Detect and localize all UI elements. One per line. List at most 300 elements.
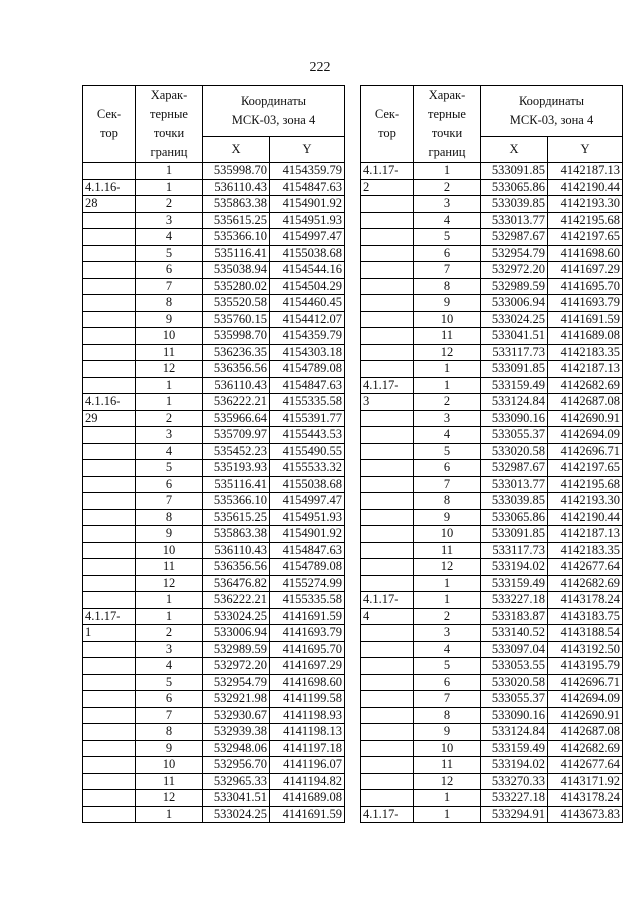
sector-cell [83, 262, 136, 279]
sector-cell [83, 229, 136, 246]
sector-cell [83, 806, 136, 823]
point-cell: 11 [414, 328, 481, 345]
point-cell: 8 [136, 509, 203, 526]
point-cell: 1 [136, 163, 203, 180]
y-coordinate-cell: 4141194.82 [270, 773, 345, 790]
table-row [83, 212, 345, 229]
sector-cell [83, 377, 136, 394]
y-coordinate-cell: 4141698.60 [548, 245, 623, 262]
x-coordinate-cell: 535280.02 [203, 278, 270, 295]
y-coordinate-cell: 4143188.54 [548, 625, 623, 642]
table-row [361, 559, 623, 576]
y-coordinate-cell: 4142193.30 [548, 196, 623, 213]
point-cell: 10 [136, 542, 203, 559]
table-row [83, 806, 345, 823]
y-coordinate-cell: 4154303.18 [270, 344, 345, 361]
x-coordinate-cell: 535366.10 [203, 229, 270, 246]
table-row [83, 526, 345, 543]
y-coordinate-cell: 4141689.08 [548, 328, 623, 345]
x-coordinate-cell: 535709.97 [203, 427, 270, 444]
sector-cell [361, 229, 414, 246]
x-coordinate-cell: 535998.70 [203, 328, 270, 345]
point-cell: 3 [136, 427, 203, 444]
y-coordinate-cell: 4155038.68 [270, 476, 345, 493]
header-coords: Координаты МСК-03, зона 4 [481, 86, 623, 137]
table-row [83, 509, 345, 526]
table-row [83, 493, 345, 510]
point-cell: 4 [414, 212, 481, 229]
point-cell: 1 [136, 179, 203, 196]
point-cell: 6 [414, 674, 481, 691]
y-coordinate-cell: 4155335.58 [270, 592, 345, 609]
x-coordinate-cell: 533294.91 [481, 806, 548, 823]
point-cell: 8 [414, 493, 481, 510]
table-row [361, 658, 623, 675]
page-number: 222 [309, 60, 331, 75]
x-coordinate-cell: 533024.25 [481, 311, 548, 328]
x-coordinate-cell: 533065.86 [481, 509, 548, 526]
y-coordinate-cell: 4142183.35 [548, 344, 623, 361]
y-coordinate-cell: 4141199.58 [270, 691, 345, 708]
sector-cell [83, 641, 136, 658]
y-coordinate-cell: 4142197.65 [548, 229, 623, 246]
y-coordinate-cell: 4142696.71 [548, 674, 623, 691]
table-row [83, 427, 345, 444]
y-coordinate-cell: 4154847.63 [270, 377, 345, 394]
x-coordinate-cell: 533039.85 [481, 493, 548, 510]
table-row [361, 542, 623, 559]
y-coordinate-cell: 4141695.70 [548, 278, 623, 295]
point-cell: 10 [414, 740, 481, 757]
y-coordinate-cell: 4141691.59 [270, 608, 345, 625]
table-row [361, 460, 623, 477]
point-cell: 1 [414, 575, 481, 592]
sector-cell [361, 262, 414, 279]
x-coordinate-cell: 536222.21 [203, 592, 270, 609]
x-coordinate-cell: 533020.58 [481, 443, 548, 460]
header-points: Харак- терные точки границ [414, 86, 481, 163]
sector-cell [83, 295, 136, 312]
header-x: X [481, 136, 548, 162]
point-cell: 1 [414, 361, 481, 378]
y-coordinate-cell: 4142677.64 [548, 559, 623, 576]
sector-cell [361, 691, 414, 708]
y-coordinate-cell: 4142197.65 [548, 460, 623, 477]
table-row [361, 790, 623, 807]
x-coordinate-cell: 532987.67 [481, 229, 548, 246]
y-coordinate-cell: 4141198.13 [270, 724, 345, 741]
table-row [361, 427, 623, 444]
x-coordinate-cell: 535452.23 [203, 443, 270, 460]
x-coordinate-cell: 533124.84 [481, 724, 548, 741]
sector-cell: 4.1.17- [83, 608, 136, 625]
sector-cell [83, 674, 136, 691]
x-coordinate-cell: 533183.87 [481, 608, 548, 625]
x-coordinate-cell: 533041.51 [481, 328, 548, 345]
table-row [361, 691, 623, 708]
y-coordinate-cell: 4142687.08 [548, 394, 623, 411]
x-coordinate-cell: 536476.82 [203, 575, 270, 592]
x-coordinate-cell: 536110.43 [203, 179, 270, 196]
y-coordinate-cell: 4142690.91 [548, 707, 623, 724]
x-coordinate-cell: 535998.70 [203, 163, 270, 180]
sector-cell [361, 344, 414, 361]
point-cell: 1 [414, 790, 481, 807]
x-coordinate-cell: 533024.25 [203, 608, 270, 625]
table-row [361, 724, 623, 741]
sector-cell [361, 460, 414, 477]
x-coordinate-cell: 533013.77 [481, 476, 548, 493]
sector-cell [361, 773, 414, 790]
point-cell: 2 [136, 625, 203, 642]
sector-cell [83, 344, 136, 361]
x-coordinate-cell: 532948.06 [203, 740, 270, 757]
y-coordinate-cell: 4142183.35 [548, 542, 623, 559]
header-sector: Сек- тор [361, 86, 414, 163]
table-row [83, 410, 345, 427]
table-row [83, 559, 345, 576]
x-coordinate-cell: 535863.38 [203, 526, 270, 543]
y-coordinate-cell: 4142687.08 [548, 724, 623, 741]
y-coordinate-cell: 4154789.08 [270, 361, 345, 378]
sector-cell [83, 278, 136, 295]
point-cell: 11 [136, 559, 203, 576]
sector-cell [83, 773, 136, 790]
point-cell: 5 [414, 229, 481, 246]
x-coordinate-cell: 532954.79 [481, 245, 548, 262]
sector-cell [83, 757, 136, 774]
sector-cell [83, 707, 136, 724]
y-coordinate-cell: 4154997.47 [270, 493, 345, 510]
x-coordinate-cell: 535193.93 [203, 460, 270, 477]
y-coordinate-cell: 4141697.29 [548, 262, 623, 279]
sector-cell [83, 658, 136, 675]
sector-cell: 4.1.16- [83, 394, 136, 411]
table-row [83, 691, 345, 708]
point-cell: 6 [136, 476, 203, 493]
point-cell: 7 [136, 493, 203, 510]
x-coordinate-cell: 533270.33 [481, 773, 548, 790]
point-cell: 8 [414, 707, 481, 724]
point-cell: 8 [136, 724, 203, 741]
table-row [361, 592, 623, 609]
x-coordinate-cell: 532989.59 [481, 278, 548, 295]
table-row [361, 757, 623, 774]
sector-cell [83, 542, 136, 559]
y-coordinate-cell: 4154847.63 [270, 542, 345, 559]
sector-cell [83, 212, 136, 229]
x-coordinate-cell: 533227.18 [481, 790, 548, 807]
sector-cell [83, 476, 136, 493]
table-row [83, 460, 345, 477]
table-row [83, 361, 345, 378]
point-cell: 7 [136, 278, 203, 295]
x-coordinate-cell: 532965.33 [203, 773, 270, 790]
header-points: Харак- терные точки границ [136, 86, 203, 163]
point-cell: 9 [136, 311, 203, 328]
sector-cell [83, 443, 136, 460]
table-row [83, 377, 345, 394]
x-coordinate-cell: 533091.85 [481, 361, 548, 378]
y-coordinate-cell: 4141698.60 [270, 674, 345, 691]
table-row [361, 526, 623, 543]
y-coordinate-cell: 4154460.45 [270, 295, 345, 312]
sector-cell: 2 [361, 179, 414, 196]
y-coordinate-cell: 4142195.68 [548, 212, 623, 229]
table-row [361, 410, 623, 427]
sector-cell [361, 443, 414, 460]
x-coordinate-cell: 533055.37 [481, 691, 548, 708]
x-coordinate-cell: 533041.51 [203, 790, 270, 807]
point-cell: 11 [136, 773, 203, 790]
sector-cell [83, 328, 136, 345]
point-cell: 12 [136, 361, 203, 378]
x-coordinate-cell: 535038.94 [203, 262, 270, 279]
table-row [83, 674, 345, 691]
table-row [361, 262, 623, 279]
x-coordinate-cell: 535520.58 [203, 295, 270, 312]
x-coordinate-cell: 535615.25 [203, 509, 270, 526]
sector-cell [361, 724, 414, 741]
header-coords: Координаты МСК-03, зона 4 [203, 86, 345, 137]
y-coordinate-cell: 4154504.29 [270, 278, 345, 295]
sector-cell [361, 674, 414, 691]
point-cell: 4 [414, 427, 481, 444]
table-row [83, 542, 345, 559]
y-coordinate-cell: 4142694.09 [548, 691, 623, 708]
header-y: Y [548, 136, 623, 162]
sector-cell: 4.1.16- [83, 179, 136, 196]
table-row [361, 245, 623, 262]
y-coordinate-cell: 4141196.07 [270, 757, 345, 774]
point-cell: 11 [136, 344, 203, 361]
table-row [83, 625, 345, 642]
table-row [83, 311, 345, 328]
sector-cell [361, 476, 414, 493]
table-row [83, 757, 345, 774]
table-row [361, 674, 623, 691]
header-y: Y [270, 136, 345, 162]
x-coordinate-cell: 535116.41 [203, 476, 270, 493]
table-row [83, 443, 345, 460]
sector-cell [83, 724, 136, 741]
point-cell: 2 [414, 608, 481, 625]
x-coordinate-cell: 533024.25 [203, 806, 270, 823]
x-coordinate-cell: 533091.85 [481, 163, 548, 180]
table-row [361, 344, 623, 361]
coordinates-table-right [360, 85, 623, 823]
y-coordinate-cell: 4141689.08 [270, 790, 345, 807]
point-cell: 2 [414, 394, 481, 411]
y-coordinate-cell: 4155335.58 [270, 394, 345, 411]
table-row [83, 790, 345, 807]
y-coordinate-cell: 4142195.68 [548, 476, 623, 493]
x-coordinate-cell: 533065.86 [481, 179, 548, 196]
point-cell: 12 [136, 790, 203, 807]
x-coordinate-cell: 533117.73 [481, 344, 548, 361]
sector-cell [361, 361, 414, 378]
sector-cell [361, 641, 414, 658]
table-row [83, 773, 345, 790]
point-cell: 5 [414, 658, 481, 675]
point-cell: 6 [414, 245, 481, 262]
y-coordinate-cell: 4154847.63 [270, 179, 345, 196]
y-coordinate-cell: 4154951.93 [270, 509, 345, 526]
y-coordinate-cell: 4142187.13 [548, 526, 623, 543]
x-coordinate-cell: 536110.43 [203, 377, 270, 394]
table-row [83, 476, 345, 493]
sector-cell [83, 575, 136, 592]
y-coordinate-cell: 4142696.71 [548, 443, 623, 460]
sector-cell: 1 [83, 625, 136, 642]
table-row [83, 179, 345, 196]
table-row [361, 476, 623, 493]
sector-cell [83, 691, 136, 708]
table-row [83, 245, 345, 262]
point-cell: 4 [136, 658, 203, 675]
x-coordinate-cell: 535966.64 [203, 410, 270, 427]
sector-cell [83, 592, 136, 609]
point-cell: 1 [136, 394, 203, 411]
header-x: X [203, 136, 270, 162]
table-row [83, 344, 345, 361]
point-cell: 4 [136, 229, 203, 246]
point-cell: 1 [136, 806, 203, 823]
point-cell: 9 [136, 526, 203, 543]
table-row [83, 707, 345, 724]
sector-cell [83, 559, 136, 576]
y-coordinate-cell: 4141198.93 [270, 707, 345, 724]
table-row [361, 328, 623, 345]
coordinates-table-left [82, 85, 345, 823]
point-cell: 10 [414, 311, 481, 328]
x-coordinate-cell: 535615.25 [203, 212, 270, 229]
point-cell: 1 [414, 163, 481, 180]
y-coordinate-cell: 4141691.59 [270, 806, 345, 823]
point-cell: 12 [136, 575, 203, 592]
sector-cell: 4.1.17- [361, 377, 414, 394]
sector-cell: 4.1.17- [361, 592, 414, 609]
table-row [361, 443, 623, 460]
sector-cell: 4.1.17- [361, 163, 414, 180]
point-cell: 6 [414, 460, 481, 477]
y-coordinate-cell: 4154901.92 [270, 526, 345, 543]
x-coordinate-cell: 533194.02 [481, 757, 548, 774]
x-coordinate-cell: 533159.49 [481, 377, 548, 394]
y-coordinate-cell: 4155443.53 [270, 427, 345, 444]
y-coordinate-cell: 4155391.77 [270, 410, 345, 427]
table-row [83, 163, 345, 180]
point-cell: 8 [414, 278, 481, 295]
x-coordinate-cell: 533140.52 [481, 625, 548, 642]
point-cell: 12 [414, 773, 481, 790]
y-coordinate-cell: 4142193.30 [548, 493, 623, 510]
point-cell: 5 [136, 674, 203, 691]
x-coordinate-cell: 533159.49 [481, 575, 548, 592]
x-coordinate-cell: 532921.98 [203, 691, 270, 708]
point-cell: 5 [136, 245, 203, 262]
point-cell: 1 [136, 608, 203, 625]
y-coordinate-cell: 4154359.79 [270, 163, 345, 180]
y-coordinate-cell: 4143183.75 [548, 608, 623, 625]
x-coordinate-cell: 532989.59 [203, 641, 270, 658]
sector-cell: 3 [361, 394, 414, 411]
table-row [361, 229, 623, 246]
table-row [361, 163, 623, 180]
x-coordinate-cell: 536222.21 [203, 394, 270, 411]
y-coordinate-cell: 4142682.69 [548, 740, 623, 757]
point-cell: 11 [414, 757, 481, 774]
table-row [361, 212, 623, 229]
point-cell: 8 [136, 295, 203, 312]
y-coordinate-cell: 4142190.44 [548, 509, 623, 526]
y-coordinate-cell: 4141197.18 [270, 740, 345, 757]
sector-cell [361, 757, 414, 774]
x-coordinate-cell: 535863.38 [203, 196, 270, 213]
table-row [361, 295, 623, 312]
x-coordinate-cell: 533053.55 [481, 658, 548, 675]
y-coordinate-cell: 4143195.79 [548, 658, 623, 675]
y-coordinate-cell: 4142690.91 [548, 410, 623, 427]
y-coordinate-cell: 4143178.24 [548, 790, 623, 807]
point-cell: 7 [414, 262, 481, 279]
sector-cell [83, 427, 136, 444]
table-row [361, 509, 623, 526]
y-coordinate-cell: 4142190.44 [548, 179, 623, 196]
sector-cell [361, 625, 414, 642]
sector-cell [361, 311, 414, 328]
table-row [361, 773, 623, 790]
table-row [361, 625, 623, 642]
table-row [361, 179, 623, 196]
point-cell: 9 [136, 740, 203, 757]
point-cell: 11 [414, 542, 481, 559]
sector-cell [361, 427, 414, 444]
point-cell: 4 [136, 443, 203, 460]
table-row [83, 262, 345, 279]
y-coordinate-cell: 4154997.47 [270, 229, 345, 246]
x-coordinate-cell: 532956.70 [203, 757, 270, 774]
sector-cell [361, 559, 414, 576]
sector-cell [83, 361, 136, 378]
y-coordinate-cell: 4143673.83 [548, 806, 623, 823]
sector-cell: 4.1.17- [361, 806, 414, 823]
table-row [361, 394, 623, 411]
sector-cell [83, 740, 136, 757]
x-coordinate-cell: 536110.43 [203, 542, 270, 559]
point-cell: 1 [136, 592, 203, 609]
sector-cell [361, 740, 414, 757]
sector-cell [83, 163, 136, 180]
point-cell: 2 [136, 410, 203, 427]
point-cell: 12 [414, 559, 481, 576]
sector-cell [361, 509, 414, 526]
table-row [83, 394, 345, 411]
point-cell: 9 [414, 724, 481, 741]
sector-cell [83, 493, 136, 510]
y-coordinate-cell: 4155038.68 [270, 245, 345, 262]
point-cell: 10 [414, 526, 481, 543]
point-cell: 1 [414, 377, 481, 394]
table-row [83, 740, 345, 757]
table-row [361, 278, 623, 295]
table-row [361, 196, 623, 213]
y-coordinate-cell: 4141695.70 [270, 641, 345, 658]
sector-cell [361, 707, 414, 724]
sector-cell [83, 526, 136, 543]
y-coordinate-cell: 4154412.07 [270, 311, 345, 328]
point-cell: 7 [136, 707, 203, 724]
